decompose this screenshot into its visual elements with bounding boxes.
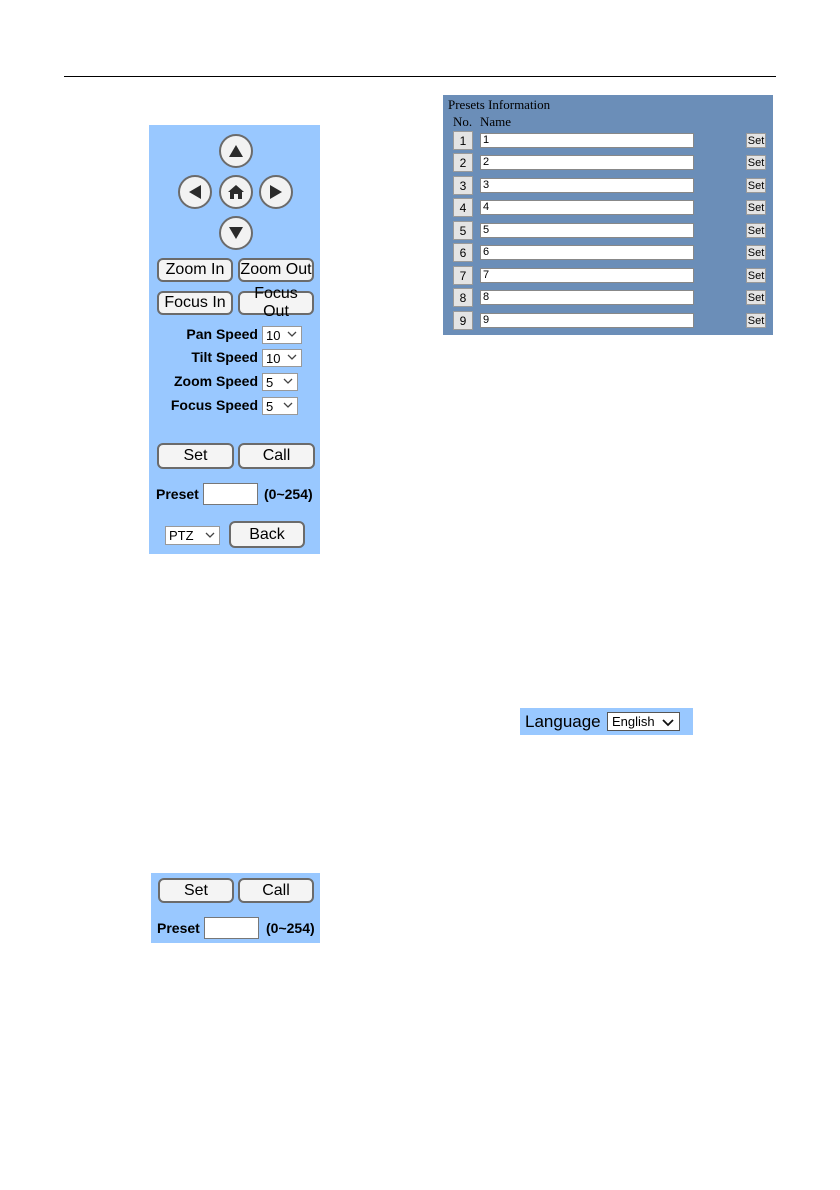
pan-speed-select[interactable] [262,326,302,344]
arrow-right-icon [269,184,283,200]
preset-row [443,288,773,310]
preset-row [443,198,773,220]
back-button[interactable]: Back [229,521,305,548]
preset-range: (0~254) [266,920,315,936]
preset-number-button[interactable]: 2 [453,153,473,172]
preset-set-button[interactable]: Set [157,443,234,469]
tilt-speed-label: Tilt Speed [191,349,258,365]
preset-number-input[interactable] [204,917,259,939]
chevron-down-icon [287,353,297,361]
preset-set-button[interactable]: Set [158,878,234,903]
preset-row [443,266,773,288]
arrow-up-icon [228,144,244,158]
preset-row [443,221,773,243]
preset-number-button[interactable]: 9 [453,311,473,330]
preset-name-input[interactable]: 9 [480,313,694,328]
language-label: Language [525,712,601,731]
preset-name-input[interactable]: 7 [480,268,694,283]
ptz-control-panel [149,125,320,554]
preset-name-input[interactable]: 8 [480,290,694,305]
preset-set-name-button[interactable]: Set [747,156,765,169]
preset-number-button[interactable]: 8 [453,288,473,307]
arrow-down-icon [228,226,244,240]
preset-row [443,176,773,198]
zoom-speed-value: 5 [266,374,274,390]
preset-row [443,153,773,175]
focus-speed-select[interactable] [262,397,298,415]
pan-left-button[interactable] [178,175,212,209]
language-bar [520,708,693,735]
chevron-down-icon [662,718,674,727]
language-select[interactable] [607,712,680,731]
arrow-left-icon [188,184,202,200]
preset-panel [151,873,320,943]
preset-name-input[interactable]: 5 [480,223,694,238]
preset-name-input[interactable]: 1 [480,133,694,148]
pan-right-button[interactable] [259,175,293,209]
focus-in-button[interactable]: Focus In [157,291,233,315]
preset-name-input[interactable]: 4 [480,200,694,215]
preset-row [443,311,773,333]
language-value: English [612,714,655,729]
presets-title: Presets Information [448,97,551,112]
preset-number-button[interactable]: 4 [453,198,473,217]
preset-set-name-button[interactable]: Set [747,179,765,192]
tilt-speed-select[interactable] [262,349,302,367]
pan-speed-value: 10 [266,327,281,343]
home-icon [227,184,245,200]
preset-number-button[interactable]: 3 [453,176,473,195]
preset-set-name-button[interactable]: Set [747,291,765,304]
preset-number-button[interactable]: 7 [453,266,473,285]
pan-up-button[interactable] [219,134,253,168]
zoom-out-button[interactable]: Zoom Out [238,258,314,282]
preset-row [443,243,773,265]
presets-information-panel [443,95,773,335]
preset-set-name-button[interactable]: Set [747,224,765,237]
zoom-speed-select[interactable] [262,373,298,391]
column-header-no: No. [453,114,473,129]
preset-set-name-button[interactable]: Set [747,201,765,214]
column-header-name: Name [480,114,512,129]
preset-set-name-button[interactable]: Set [747,314,765,327]
preset-name-input[interactable]: 6 [480,245,694,260]
mode-value: PTZ [169,528,194,543]
chevron-down-icon [283,401,293,409]
focus-speed-label: Focus Speed [170,397,258,413]
chevron-down-icon [287,330,297,338]
chevron-down-icon [283,377,293,385]
preset-number-button[interactable]: 6 [453,243,473,262]
focus-out-button[interactable]: Focus Out [238,291,314,315]
preset-label: Preset [156,486,199,502]
zoom-in-button[interactable]: Zoom In [157,258,233,282]
preset-number-button[interactable]: 5 [453,221,473,240]
home-button[interactable] [219,175,253,209]
pan-speed-label: Pan Speed [186,326,258,342]
preset-number-button[interactable]: 1 [453,131,473,150]
mode-select[interactable] [165,526,220,545]
preset-set-name-button[interactable]: Set [747,246,765,259]
pan-down-button[interactable] [219,216,253,250]
preset-set-name-button[interactable]: Set [747,134,765,147]
preset-label: Preset [157,920,200,936]
focus-speed-value: 5 [266,398,274,414]
preset-name-input[interactable]: 2 [480,155,694,170]
zoom-speed-label: Zoom Speed [173,373,258,389]
preset-number-input[interactable] [203,483,258,505]
preset-call-button[interactable]: Call [238,878,314,903]
chevron-down-icon [205,531,215,539]
preset-name-input[interactable]: 3 [480,178,694,193]
preset-call-button[interactable]: Call [238,443,315,469]
preset-set-name-button[interactable]: Set [747,269,765,282]
preset-row [443,131,773,153]
header-rule [64,76,776,77]
tilt-speed-value: 10 [266,350,281,366]
preset-range: (0~254) [264,486,313,502]
